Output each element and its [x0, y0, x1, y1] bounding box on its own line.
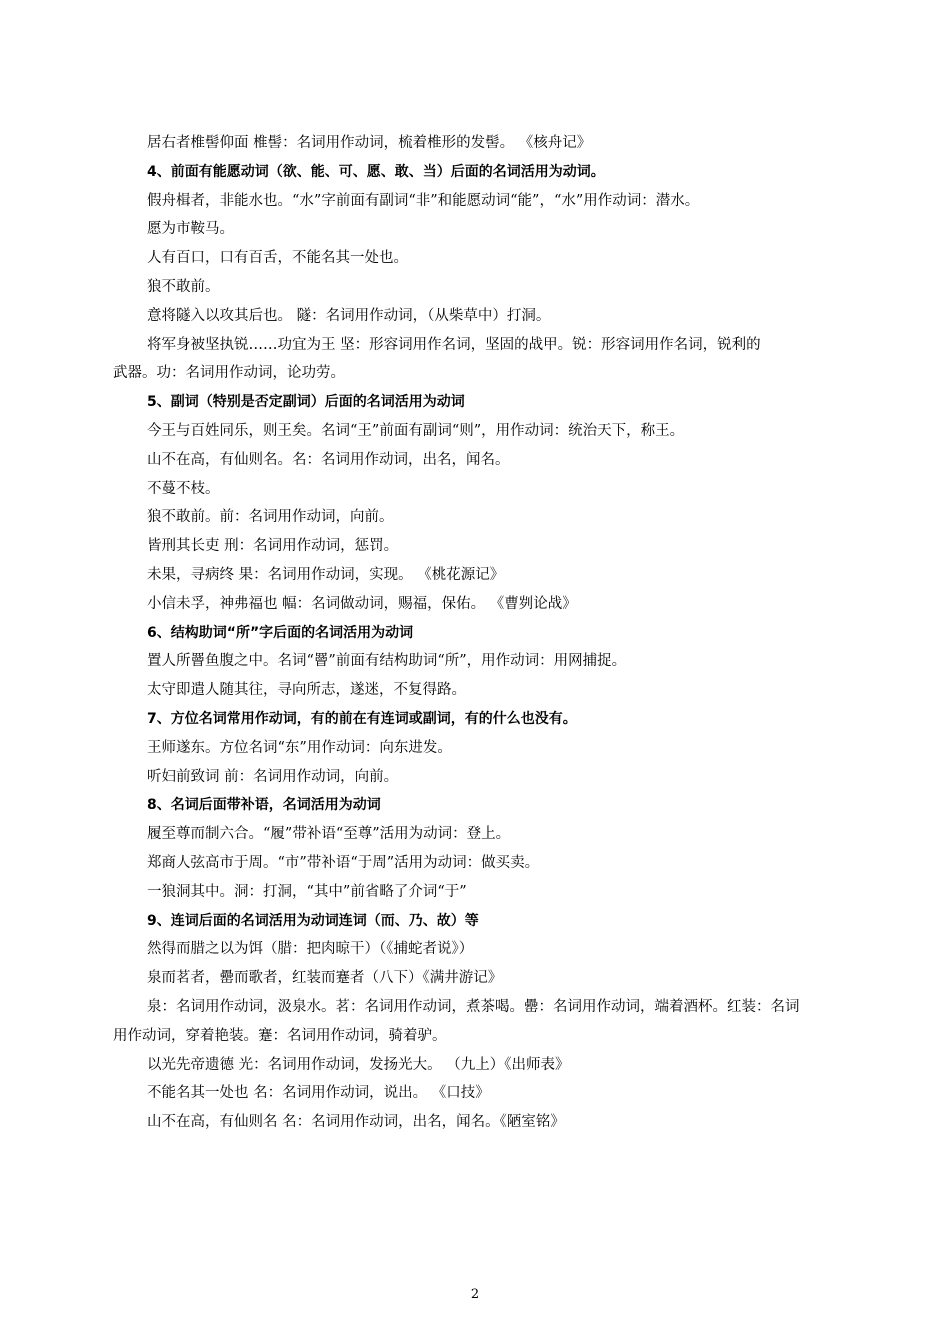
- line-27: 然得而腊之以为饵（腊：把肉晾干）（《捕蛇者说》）: [147, 941, 474, 958]
- line-0: 居右者椎髻仰面 椎髻：名词用作动词，梳着椎形的发髻。 《核舟记》: [147, 135, 592, 151]
- heading-4: 4、前面有能愿动词（欲、能、可、愿、敢、当）后面的名词活用为动词。: [147, 163, 605, 180]
- line-23: 履至尊而制六合。“履”带补语“至尊”活用为动词：登上。: [147, 826, 511, 843]
- line-10: 山不在高，有仙则名。名：名词用作动词，出名，闻名。: [147, 451, 510, 468]
- line-20: 王师遂东。方位名词“东”用作动词：向东进发。: [147, 739, 452, 756]
- line-5: 狼不敢前。: [147, 278, 220, 295]
- line-14: 未果，寻病终 果：名词用作动词，实现。 《桃花源记》: [147, 566, 505, 583]
- page-number: 2: [470, 1287, 480, 1302]
- line-30: 以光先帝遗德 光：名词用作动词，发扬光大。 （九上）《出师表》: [147, 1056, 570, 1073]
- line-13: 皆刑其长吏 刑：名词用作动词，惩罚。: [147, 538, 399, 555]
- line-6: 意将隧入以攻其后也。 隧：名词用作动词，（从柴草中）打洞。: [147, 307, 551, 324]
- heading-7: 7、方位名词常用作动词，有的前在有连词或副词，有的什么也没有。: [147, 710, 577, 727]
- heading-6: 6、结构助词“所”字后面的名词活用为动词: [147, 624, 414, 641]
- line-3: 愿为市鞍马。: [147, 221, 234, 238]
- line-11: 不蔓不枝。: [147, 480, 220, 497]
- line-7-rest: 武器。功：名词用作动词，论功劳。: [113, 365, 345, 382]
- line-25: 一狼洞其中。洞：打洞，“其中”前省略了介词“于”: [147, 883, 467, 900]
- line-7-first: 将军身被坚执锐……功宜为王 坚：形容词用作名词，坚固的战甲。锐：形容词用作名词，锐利的: [147, 336, 761, 353]
- line-29-rest: 用作动词，穿着艳装。蹇：名词用作动词，骑着驴。: [113, 1027, 447, 1044]
- line-15: 小信未孚，神弗福也 幅：名词做动词，赐福，保佑。 《曹刿论战》: [147, 595, 577, 612]
- line-9: 今王与百姓同乐，则王矣。名词“王”前面有副词“则”，用作动词：统治天下，称王。: [147, 422, 685, 439]
- heading-8: 8、名词后面带补语，名词活用为动词: [147, 797, 381, 814]
- line-24: 郑商人弦高市于周。“市”带补语“于周”活用为动词：做买卖。: [147, 854, 540, 871]
- line-21: 听妇前致词 前：名词用作动词，向前。: [147, 768, 399, 785]
- line-32: 山不在高，有仙则名 名：名词用作动词，出名，闻名。《陋室铭》: [147, 1114, 565, 1131]
- line-28: 泉而茗者，罍而歌者，红装而蹇者（八下）《满井游记》: [147, 970, 503, 987]
- line-31: 不能名其一处也 名：名词用作动词，说出。 《口技》: [147, 1085, 490, 1102]
- heading-5: 5、副词（特别是否定副词）后面的名词活用为动词: [147, 394, 465, 411]
- line-18: 太守即遣人随其往，寻向所志，遂迷，不复得路。: [147, 682, 466, 699]
- line-29-first: 泉：名词用作动词，汲泉水。茗：名词用作动词，煮茶喝。罍：名词用作动词，端着酒杯。红装：名词: [147, 998, 800, 1015]
- document-body: [113, 129, 839, 1137]
- line-12: 狼不敢前。前：名词用作动词，向前。: [147, 509, 394, 526]
- line-4: 人有百口，口有百舌，不能名其一处也。: [147, 250, 408, 267]
- line-17: 置人所罾鱼腹之中。名词“罾”前面有结构助词“所”，用作动词：用网捕捉。: [147, 653, 627, 670]
- heading-9: 9、连词后面的名词活用为动词连词（而、乃、故）等: [147, 912, 479, 929]
- line-2: 假舟楫者，非能水也。“水”字前面有副词“非”和能愿动词“能”，“水”用作动词：潜水。: [147, 192, 700, 209]
